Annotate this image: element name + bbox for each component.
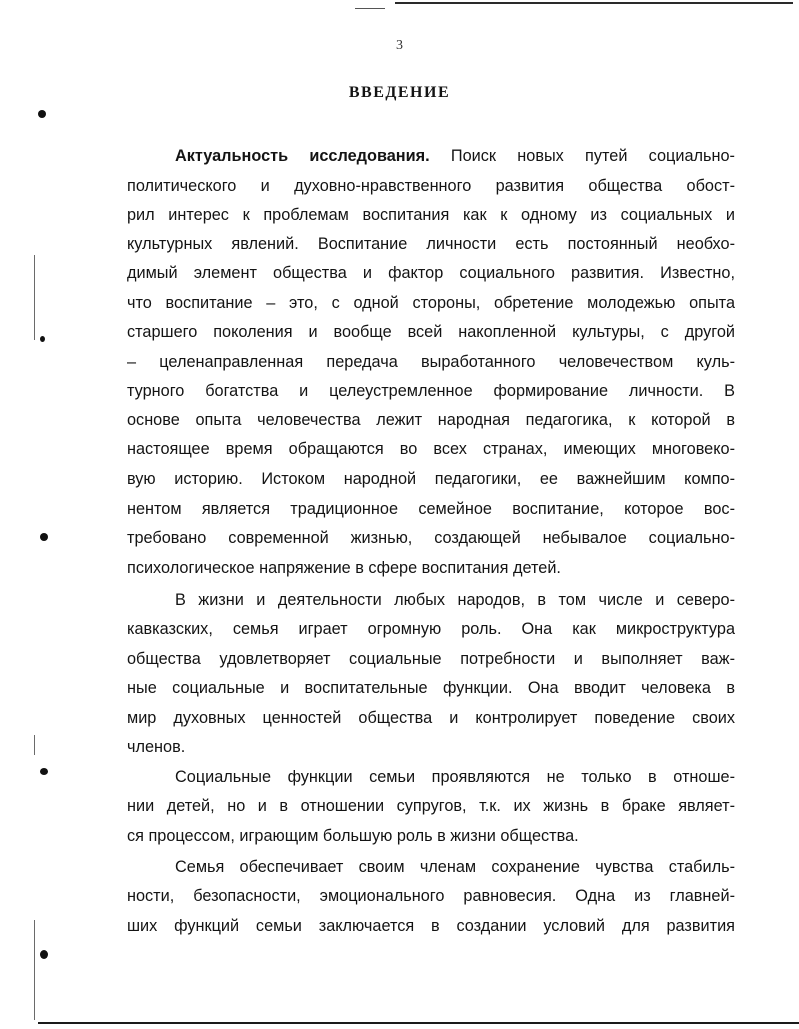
scan-border-top [395, 2, 793, 4]
text-line: политического и духовно-нравственного развития общества обост- [127, 177, 735, 195]
punch-hole-mark [40, 950, 48, 959]
text-line: психологическое напряжение в сфере воспитания детей. [127, 559, 561, 577]
text-line: мир духовных ценностей общества и контролирует поведение своих [127, 709, 735, 727]
text-line: димый элемент общества и фактор социального развития. Известно, [127, 264, 735, 282]
text-line: кавказских, семья играет огромную роль. Она как микроструктура [127, 620, 735, 638]
text-line: турного богатства и целеустремленное формирование личности. В [127, 382, 735, 400]
scan-border-bottom [38, 1022, 799, 1024]
text-line: Социальные функции семьи проявляются не только в отноше- [175, 768, 735, 786]
text-line: Семья обеспечивает своим членам сохранение чувства стабиль- [175, 858, 735, 876]
text-line: настоящее время обращаются во всех странах, имеющих многовеко- [127, 440, 735, 458]
text-line: вую историю. Истоком народной педагогики, ее важнейшим компо- [127, 470, 735, 488]
text-line: нии детей, но и в отношении супругов, т.к. их жизнь в браке являет- [127, 797, 735, 815]
scan-mark-top [355, 8, 385, 9]
text-line: культурных явлений. Воспитание личности есть постоянный необхо- [127, 235, 735, 253]
section-heading: ВВЕДЕНИЕ [348, 84, 451, 101]
text-line: общества удовлетворяет социальные потребности и выполняет важ- [127, 650, 735, 668]
punch-hole-mark [40, 533, 48, 541]
scan-border-left [34, 255, 35, 340]
text-line: старшего поколения и вообще всей накопленной культуры, с другой [127, 323, 735, 341]
text-line: членов. [127, 738, 186, 756]
text-line: что воспитание – это, с одной стороны, обретение молодежью опыта [127, 294, 735, 312]
text-line: основе опыта человечества лежит народная педагогика, к которой в [127, 411, 735, 429]
punch-hole-mark [38, 110, 46, 118]
punch-hole-mark [40, 768, 48, 775]
scan-border-left [34, 920, 35, 1020]
text-line: – целенаправленная передача выработанного человечеством куль- [127, 353, 735, 371]
text-line: Актуальность исследования. Поиск новых путей социально- [175, 147, 735, 165]
scan-border-left [34, 735, 35, 755]
text-line: ших функций семьи заключается в создании условий для развития [127, 917, 735, 935]
text-line: требовано современной жизнью, создающей небывалое социально- [127, 529, 735, 547]
bold-lead: Актуальность исследования. [175, 147, 430, 165]
page-number: 3 [396, 38, 403, 53]
text-line: нентом является традиционное семейное воспитание, которое вос- [127, 500, 735, 518]
text-line: ные социальные и воспитательные функции. Она вводит человека в [127, 679, 735, 697]
text-line: ности, безопасности, эмоционального равновесия. Одна из главней- [127, 887, 735, 905]
text-line: В жизни и деятельности любых народов, в том числе и северо- [175, 591, 735, 609]
text-line: ся процессом, играющим большую роль в жизни общества. [127, 827, 579, 845]
punch-hole-mark [40, 336, 45, 342]
text-line: рил интерес к проблемам воспитания как к одному из социальных и [127, 206, 735, 224]
